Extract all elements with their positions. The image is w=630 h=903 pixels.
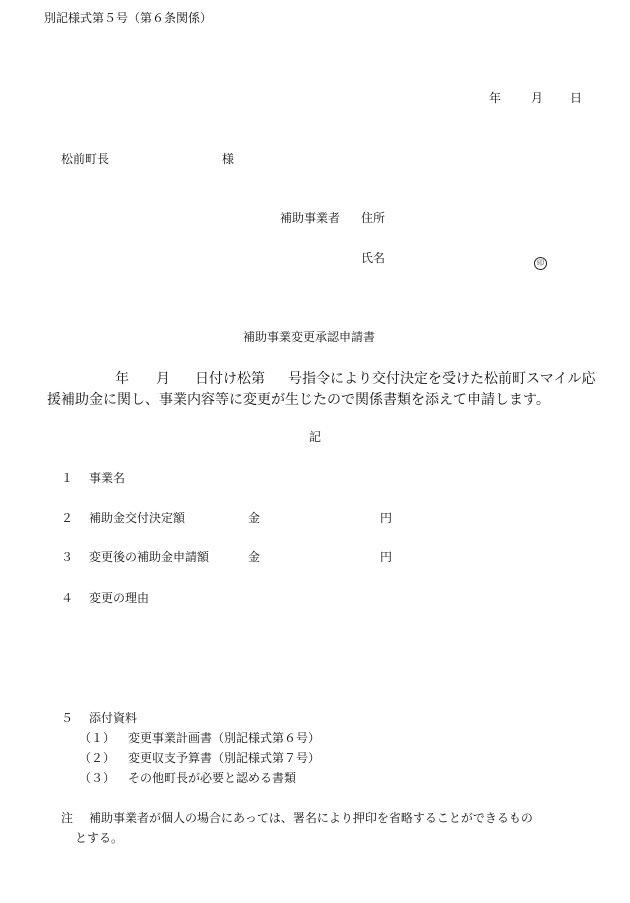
attachment-text: 変更収支予算書（別記様式第７号） — [128, 751, 321, 765]
item-decided-amount: 補助金交付決定額 — [89, 511, 186, 525]
addressee-name: 松前町長 — [61, 152, 110, 166]
seal-mark — [534, 250, 547, 270]
applicant-label: 補助事業者 — [280, 211, 341, 225]
body-month: 月 — [156, 371, 170, 387]
date-day-label: 日 — [570, 91, 583, 105]
body-dated-prefix: 日付け松第 — [195, 371, 265, 387]
attachment-number: （３） — [79, 771, 116, 785]
body-line2: 援補助金に関し、事業内容等に変更が生じたので関係書類を添えて申請します。 — [47, 392, 550, 408]
yen-label: 円 — [380, 511, 393, 525]
note-line2: とする。 — [75, 831, 124, 845]
document-title: 補助事業変更承認申請書 — [243, 330, 376, 344]
attachment-text: 変更事業計画書（別記様式第６号） — [128, 731, 321, 745]
body-year: 年 — [115, 371, 129, 387]
body-line1-rest: 号指令により交付決定を受けた松前町スマイル応 — [288, 371, 596, 387]
item-change-reason: 変更の理由 — [89, 591, 150, 605]
note-label: 注 — [61, 811, 74, 825]
attachment-number: （２） — [79, 751, 116, 765]
yen-label: 円 — [380, 550, 393, 564]
item-number: １ — [61, 471, 74, 485]
ki-heading: 記 — [309, 430, 322, 444]
item-number: ４ — [61, 591, 74, 605]
attachment-number: （１） — [79, 731, 116, 745]
address-label: 住所 — [361, 211, 386, 225]
date-year-label: 年 — [489, 91, 502, 105]
note-line1: 補助事業者が個人の場合にあっては、署名により押印を省略することができるもの — [89, 811, 533, 825]
item-number: ２ — [61, 511, 74, 525]
item-revised-amount: 変更後の補助金申請額 — [89, 550, 210, 564]
kin-label: 金 — [248, 511, 261, 525]
addressee-honorific: 様 — [222, 152, 235, 166]
item-attachments: 添付資料 — [89, 711, 138, 725]
name-label: 氏名 — [361, 251, 386, 265]
attachment-text: その他町長が必要と認める書類 — [128, 771, 297, 785]
item-project-name: 事業名 — [89, 471, 126, 485]
kin-label: 金 — [248, 550, 261, 564]
item-number: ５ — [61, 711, 74, 725]
date-month-label: 月 — [531, 91, 544, 105]
seal-icon: 印 — [534, 257, 547, 270]
item-number: ３ — [61, 550, 74, 564]
form-number-label: 別記様式第５号（第６条関係） — [44, 11, 213, 25]
